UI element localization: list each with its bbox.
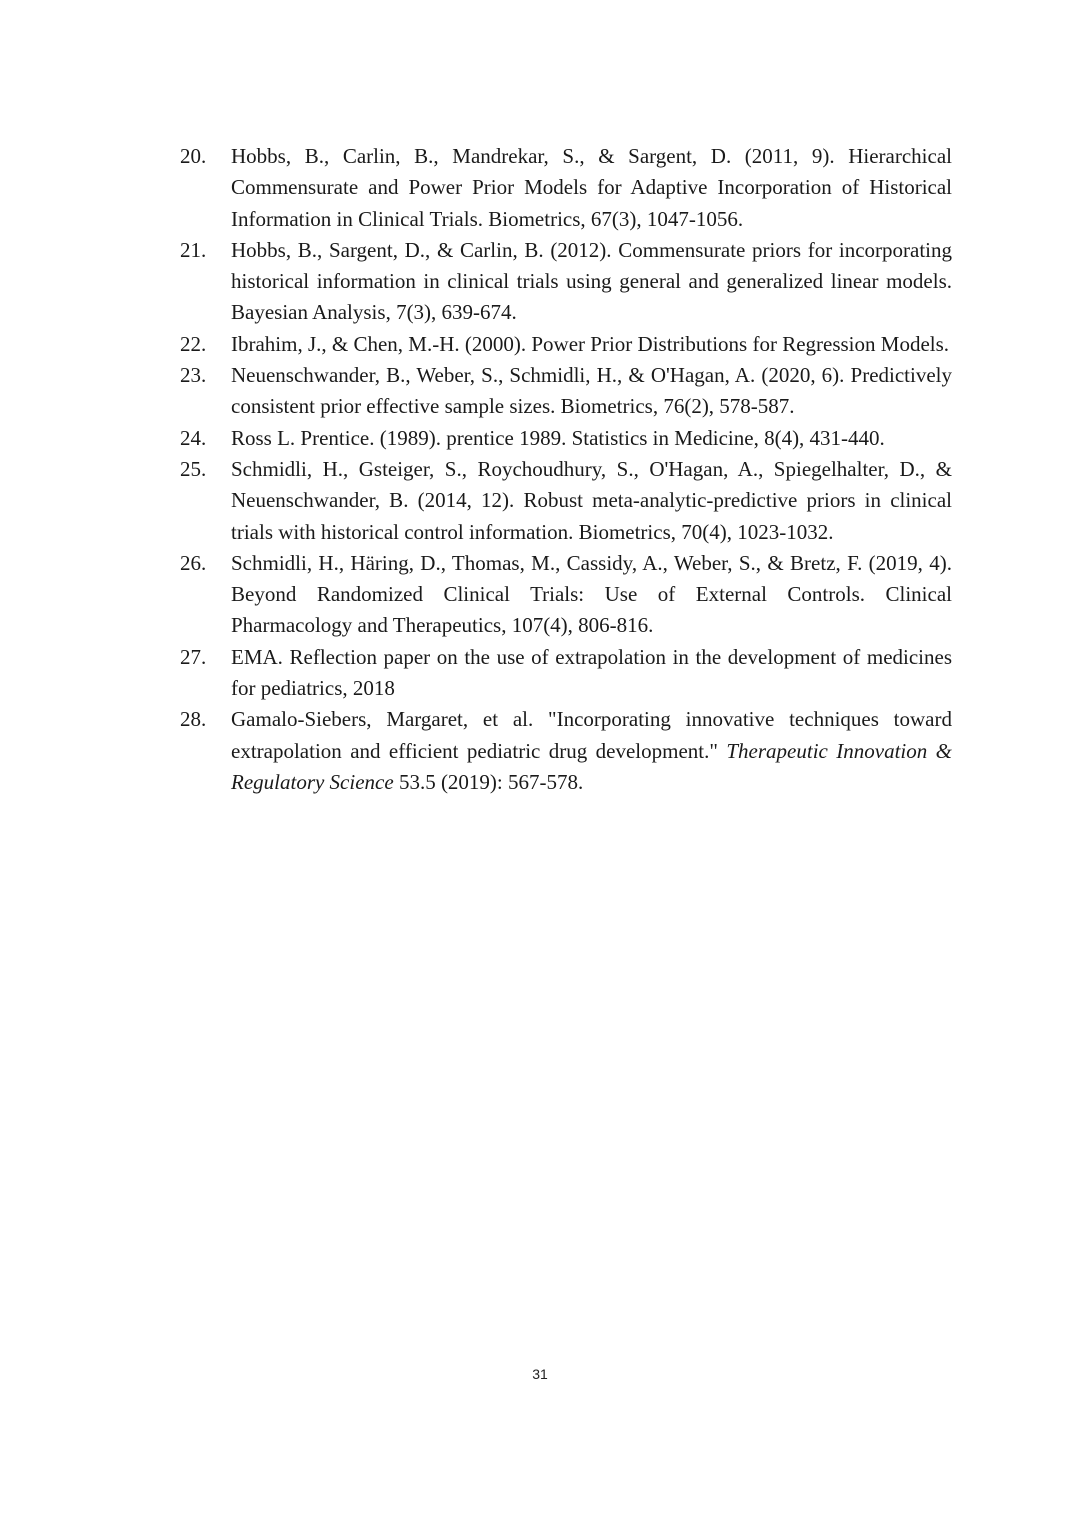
reference-text: Schmidli, H., Gsteiger, S., Roychoudhury, S., O'Hagan, A., Spiegelhalter, D., & Neuenschwander, B. (2014, 12). Robust meta-analytic-predictive priors in clinical trials with historical control information. Biometrics, 70(4), 1023-1032. (231, 456, 952, 544)
page-number: 31 (532, 1366, 548, 1382)
reference-number: 21. (180, 237, 207, 262)
reference-text: Hobbs, B., Sargent, D., & Carlin, B. (2012). Commensurate priors for incorporating historical information in clinical trials using general and generalized linear models. Bayesian Analysis, 7(3), 639-674. (231, 237, 952, 325)
reference-number: 24. (180, 425, 207, 450)
reference-number: 28. (180, 707, 207, 732)
reference-number: 20. (180, 144, 207, 168)
reference-number: 25. (180, 456, 207, 481)
reference-item (180, 141, 952, 235)
reference-text-after: 53.5 (2019): 567-578. (393, 769, 584, 794)
reference-item (180, 642, 952, 705)
reference-text: Hobbs, B., Carlin, B., Mandrekar, S., & Sargent, D. (2011, 9). Hierarchical Commensurate and Power Prior Models for Adaptive Incorporation of Historical Information in Clinical Trials. Biometrics, 67(3), 1047-1056. (231, 144, 952, 231)
reference-item (180, 548, 952, 642)
reference-text: Schmidli, H., Häring, D., Thomas, M., Cassidy, A., Weber, S., & Bretz, F. (2019, 4). Beyond Randomized Clinical Trials: Use of External Controls. Clinical Pharmacology and Therapeutics, 107(4), 806-816. (231, 550, 952, 638)
reference-list (180, 141, 952, 798)
reference-item (180, 329, 952, 360)
reference-item (180, 360, 952, 423)
reference-number: 22. (180, 331, 207, 356)
reference-text: Ross L. Prentice. (1989). prentice 1989. Statistics in Medicine, 8(4), 431-440. (231, 425, 885, 450)
journal-title: Therapeutic Innovation & Regulatory Science (231, 738, 952, 794)
reference-item (180, 454, 952, 548)
reference-number: 26. (180, 550, 207, 575)
reference-text: EMA. Reflection paper on the use of extrapolation in the development of medicines for pediatrics, 2018 (231, 644, 952, 701)
reference-text: Ibrahim, J., & Chen, M.-H. (2000). Power Prior Distributions for Regression Models. (231, 331, 950, 356)
reference-item (180, 235, 952, 329)
reference-item (180, 423, 952, 454)
reference-text-before: Gamalo-Siebers, Margaret, et al. "Incorporating innovative techniques toward extrapolation and efficient pediatric drug development." (231, 707, 952, 763)
reference-text: Neuenschwander, B., Weber, S., Schmidli, H., & O'Hagan, A. (2020, 6). Predictively consistent prior effective sample sizes. Biometrics, 76(2), 578-587. (231, 363, 952, 419)
reference-number: 27. (180, 644, 207, 669)
reference-number: 23. (180, 363, 207, 388)
reference-text (231, 704, 952, 798)
reference-item (180, 704, 952, 798)
